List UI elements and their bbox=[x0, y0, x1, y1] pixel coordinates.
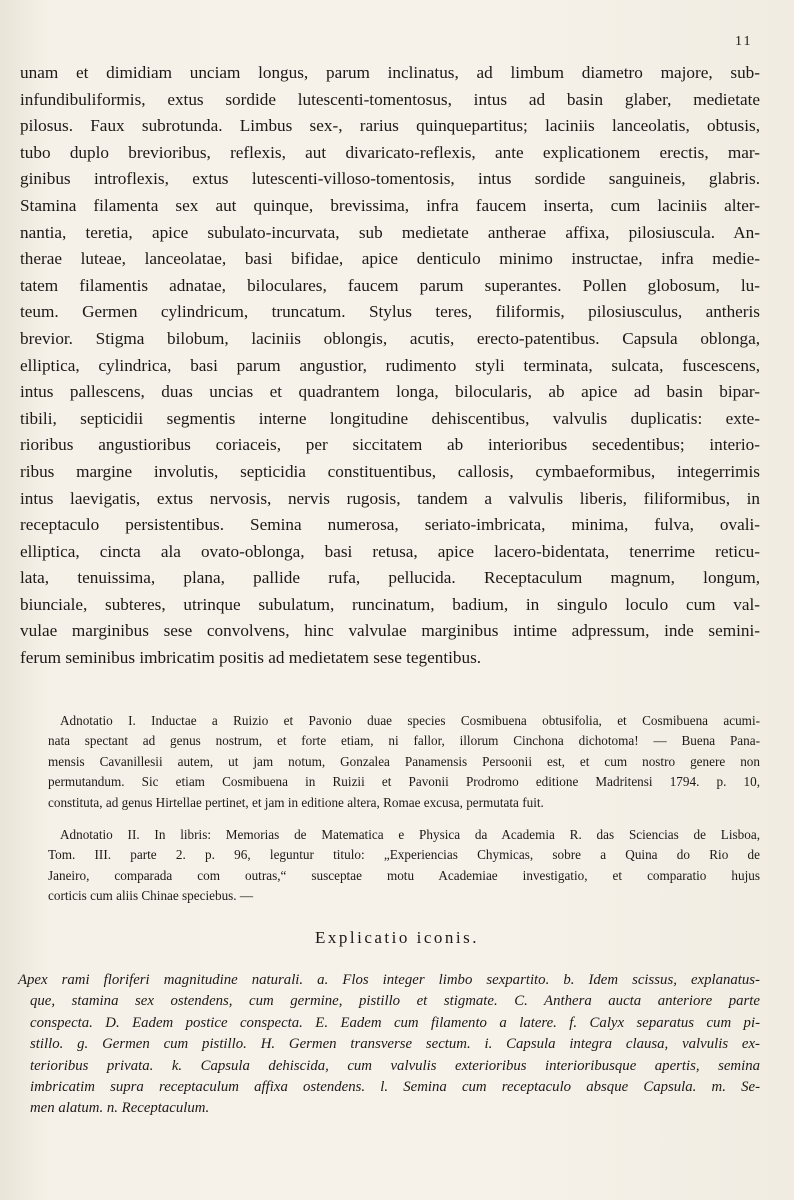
annotation-1 bbox=[48, 711, 760, 813]
annotations bbox=[48, 711, 760, 919]
body-line: receptaculo persistentibus. Semina numerosa, seriato-imbricata, minima, fulva, ovali- bbox=[20, 515, 760, 535]
note-line: constituta, ad genus Hirtellae pertinet, et jam in editione altera, Romae excusa, permutata fuit. bbox=[48, 794, 544, 810]
body-line: elliptica, cincta ala ovato-oblonga, basi retusa, apice lacero-bidentata, tenerrime reticu- bbox=[20, 541, 760, 561]
explanation-line: stillo. g. Germen cum pistillo. H. Germen transverse sectum. i. Capsula integra clausa, valvulis ex- bbox=[30, 1036, 760, 1053]
note-line: Adnotatio II. In libris: Memorias de Matematica e Physica da Academia R. das Sciencias de Lisboa, bbox=[60, 827, 760, 843]
note-line: nata spectant ad genus nostrum, et forte etiam, ni fallor, illorum Cinchona dichotoma! — Buena Pana- bbox=[48, 733, 760, 749]
explanation-line: imbricatim supra receptaculum affixa ostendens. l. Semina cum receptaculo absque Capsula. m. Se- bbox=[30, 1079, 760, 1096]
body-line: tubo duplo brevioribus, reflexis, aut divaricato-reflexis, ante explicationem erectis, mar- bbox=[20, 142, 760, 162]
body-line: Stamina filamenta sex aut quinque, brevissima, infra faucem inserta, cum laciniis alter- bbox=[20, 195, 760, 215]
note-line: Adnotatio I. Inductae a Ruizio et Pavonio duae species Cosmibuena obtusifolia, et Cosmibuena acumi- bbox=[60, 713, 760, 728]
body-line: ferum seminibus imbricatim positis ad medietatem sese tegentibus. bbox=[20, 648, 482, 668]
body-line: therae luteae, lanceolatae, basi bifidae, apice denticulo minimo instructae, infra medie- bbox=[20, 249, 760, 269]
note-line: mensis Cavanillesii autem, ut jam notum, Gonzalea Panamensis Persoonii est, et cum nostro genere non bbox=[48, 753, 760, 769]
note-line: corticis cum aliis Chinae speciebus. — bbox=[48, 888, 254, 904]
note-line: permutandum. Sic etiam Cosmibuena in Ruizii et Pavonii Prodromo editione Madritensi 1794. p. 10, bbox=[48, 774, 760, 790]
annotation-2 bbox=[48, 825, 760, 907]
note-line: Tom. III. parte 2. p. 96, leguntur titulo: „Experiencias Chymicas, sobre a Quina do Rio de bbox=[48, 847, 760, 863]
body-line: pilosus. Faux subrotunda. Limbus sex-, rarius quinquepartitus; laciniis lanceolatis, obtusis, bbox=[20, 116, 760, 136]
body-line: intus pallescens, duas uncias et quadrantem longa, bilocularis, ab apice ad basin bipar- bbox=[20, 382, 760, 402]
body-line: rioribus angustioribus coriaceis, per siccitatem ab interioribus secedentibus; interio- bbox=[20, 435, 760, 455]
body-line: infundibuliformis, extus sordide lutescenti-tomentosus, intus ad basin glaber, medietate bbox=[20, 89, 760, 109]
body-line: intus laevigatis, extus nervosis, nervis rugosis, tandem a valvulis liberis, filiformibus, in bbox=[20, 488, 760, 508]
body-line: brevior. Stigma bilobum, laciniis oblongis, acutis, erecto-patentibus. Capsula oblonga, bbox=[20, 328, 760, 348]
body-line: vulae marginibus sese convolvens, hinc valvulae marginibus intime adpressum, inde semini- bbox=[20, 621, 760, 641]
explanation-line: que, stamina sex ostendens, cum germine, pistillo et stigmate. C. Anthera aucta anteriore parte bbox=[30, 993, 760, 1010]
body-line: teum. Germen cylindricum, truncatum. Stylus teres, filiformis, pilosiusculus, antheris bbox=[20, 302, 760, 322]
body-line: elliptica, cylindrica, basi parum angustior, rudimento styli terminata, sulcata, fuscescens, bbox=[20, 355, 760, 375]
note-line: Janeiro, comparada com outras,“ susceptae motu Academiae investigatio, et comparatio hujus bbox=[48, 867, 760, 883]
body-line: ribus margine involutis, septicidia constituentibus, callosis, cymbaeformibus, integerrimis bbox=[20, 461, 760, 481]
body-line: nantia, teretia, apice subulato-incurvata, sub medietate antherae affixa, pilosiuscula. An- bbox=[20, 222, 760, 242]
body-line: lata, tenuissima, plana, pallide rufa, pellucida. Receptaculum magnum, longum, bbox=[20, 568, 760, 588]
body-line: biunciale, subteres, utrinque subulatum, runcinatum, badium, in singulo loculo cum val- bbox=[20, 594, 760, 614]
body-line: tatem filamentis adnatae, biloculares, faucem parum superantes. Pollen globosum, lu- bbox=[20, 275, 760, 295]
section-heading: Explicatio iconis. bbox=[315, 928, 479, 947]
explanation-line: conspecta. D. Eadem postice conspecta. E. Eadem cum filamento a latere. f. Calyx separatus cum pi- bbox=[30, 1014, 760, 1031]
description-paragraph bbox=[20, 60, 760, 672]
body-line: ginibus introflexis, extus lutescenti-villoso-tomentosis, intus sordide sanguineis, glabris. bbox=[20, 169, 760, 189]
explanation-line: terioribus privata. k. Capsula dehiscida, cum valvulis exterioribus interioribusque apertis, semina bbox=[30, 1057, 760, 1074]
explanation-line: Apex rami floriferi magnitudine naturali. a. Flos integer limbo sexpartito. b. Idem scissus, explanatus- bbox=[18, 972, 760, 988]
figure-explanation bbox=[18, 970, 760, 1120]
body-line: tibili, septicidii segmentis interne longitudine dehiscentibus, valvulis duplicatis: exte- bbox=[20, 408, 760, 428]
explanation-line: men alatum. n. Receptaculum. bbox=[30, 1100, 210, 1117]
page-number: 11 bbox=[735, 34, 753, 49]
body-line: unam et dimidiam unciam longus, parum inclinatus, ad limbum diametro majore, sub- bbox=[20, 63, 760, 82]
